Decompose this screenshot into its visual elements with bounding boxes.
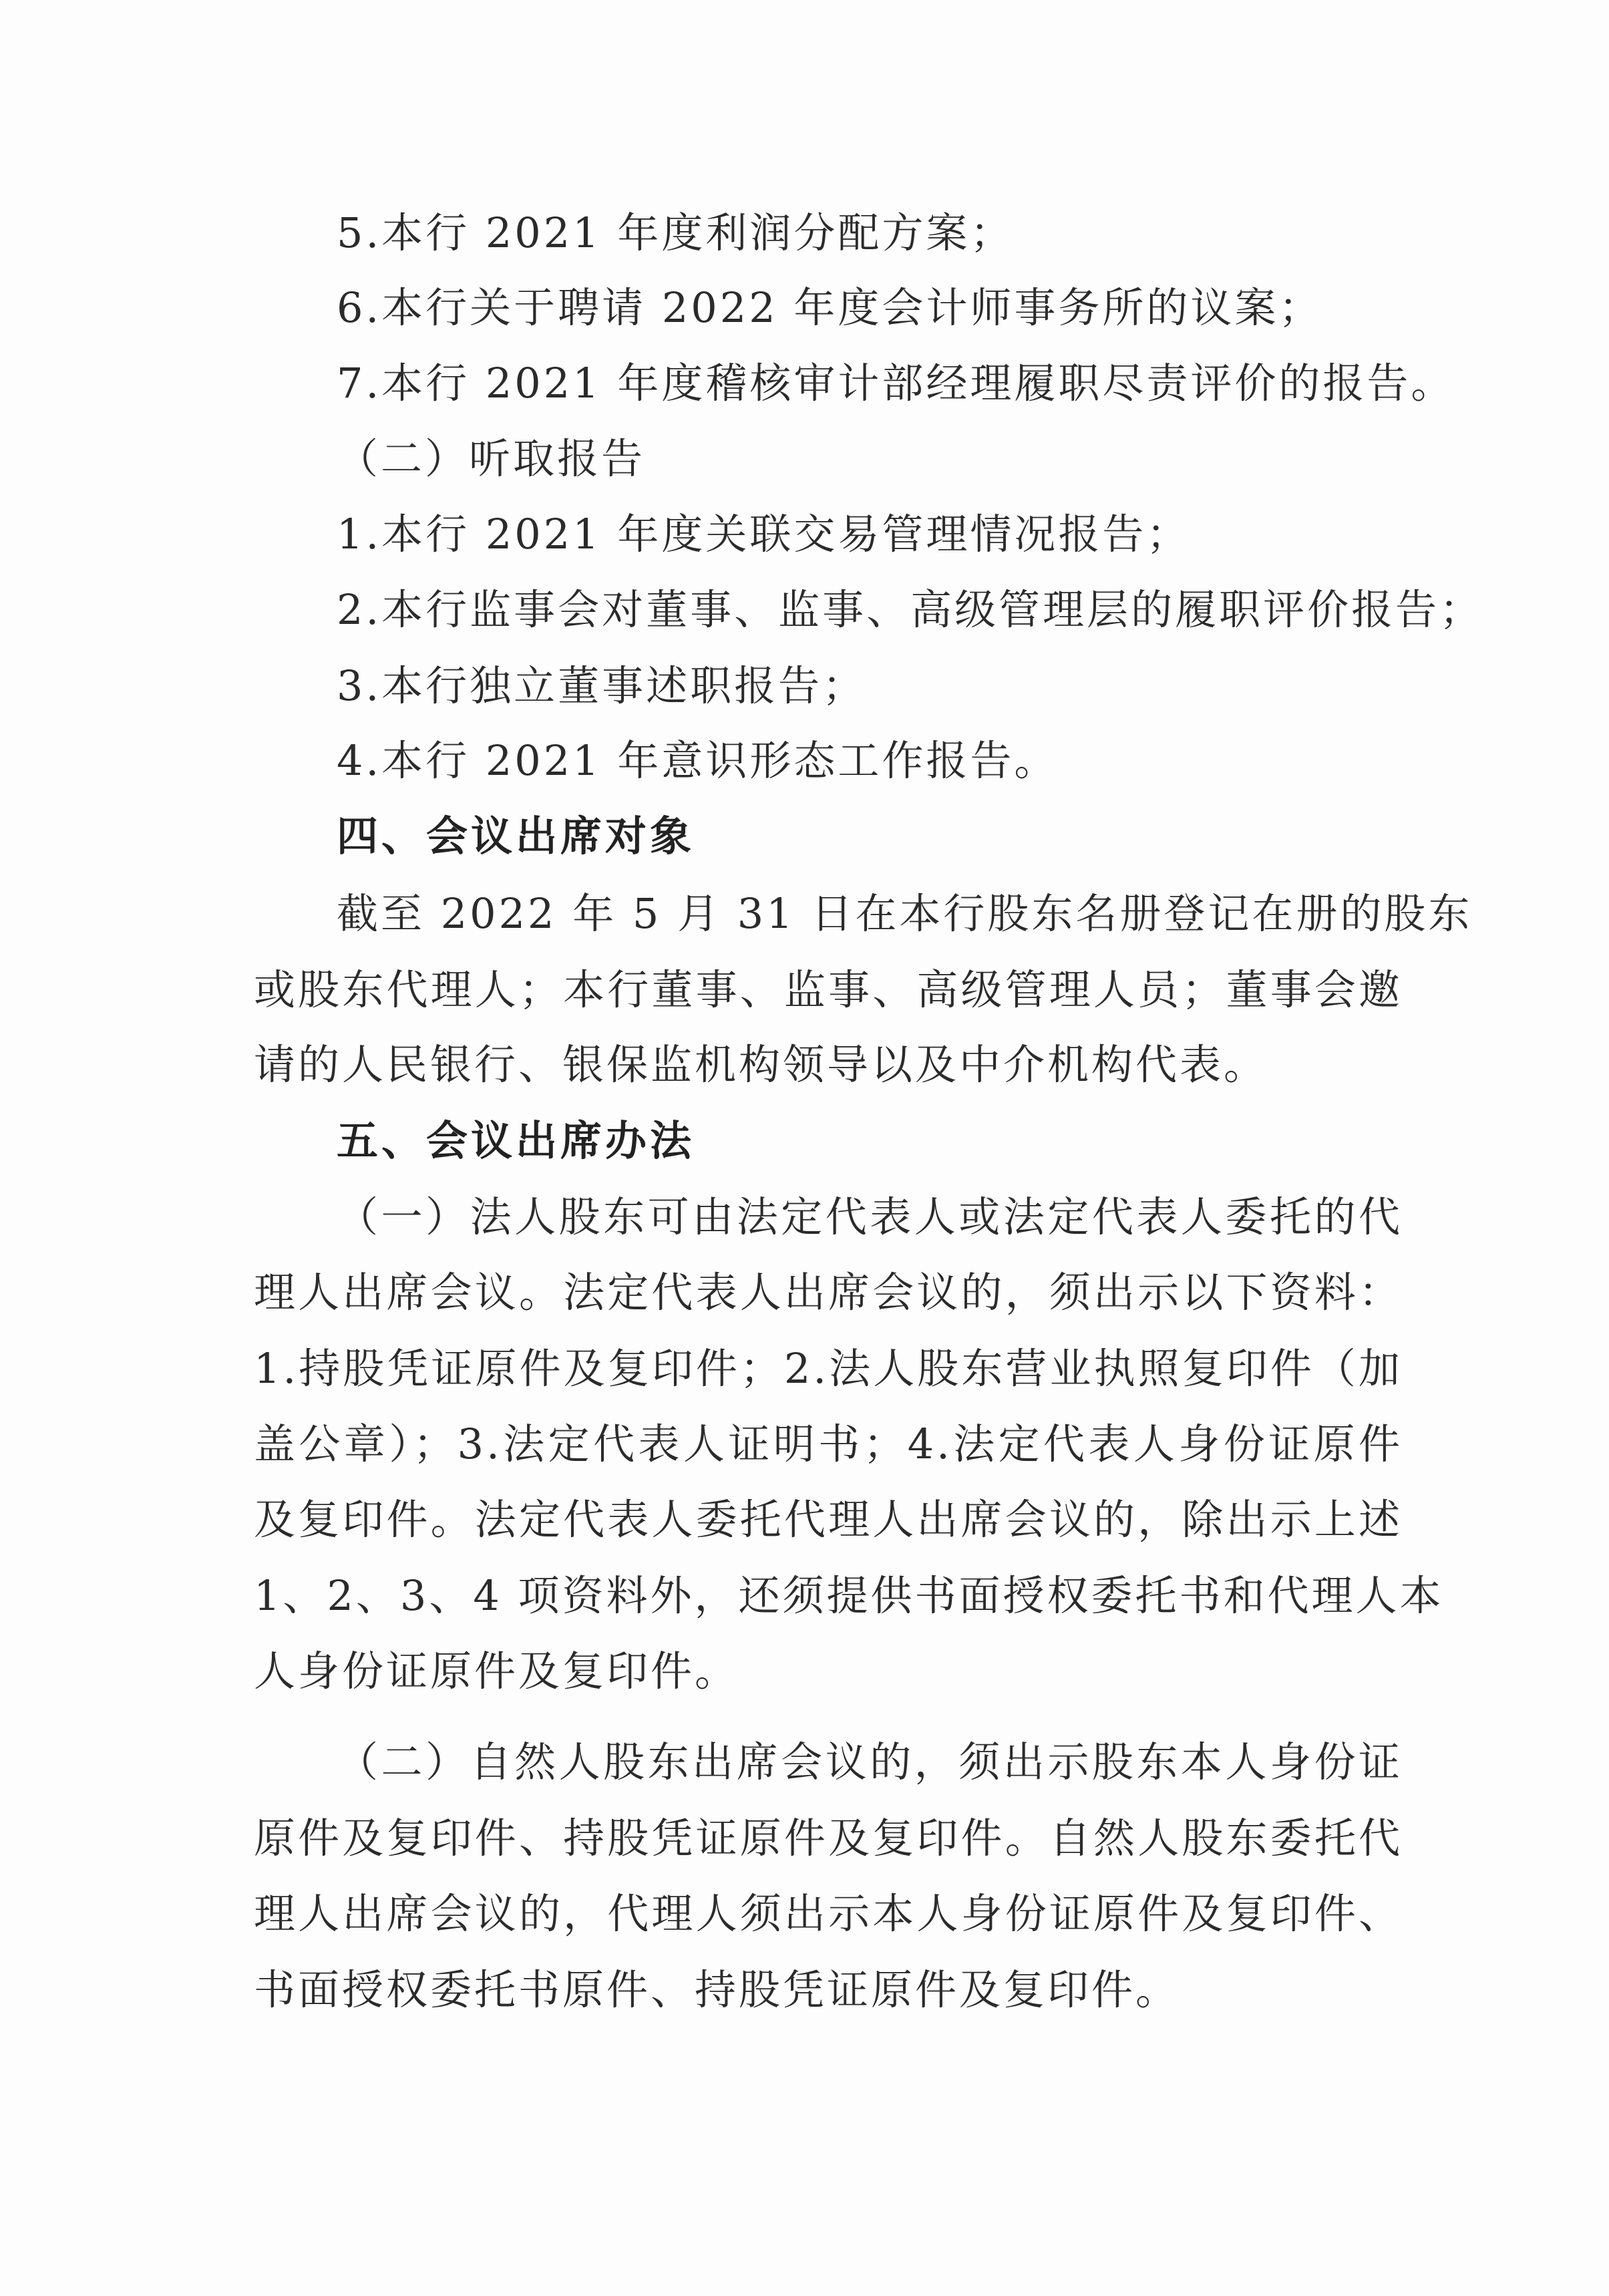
report-item-4: 4.本行 2021 年意识形态工作报告。 [337, 736, 1059, 785]
paragraph-line: 书面授权委托书原件、持股凭证原件及复印件。 [254, 1965, 1180, 2014]
paragraph-line: 及复印件。法定代表人委托代理人出席会议的，除出示上述 [254, 1495, 1403, 1544]
report-item-1: 1.本行 2021 年度关联交易管理情况报告； [337, 510, 1191, 558]
paragraph-line: （二）自然人股东出席会议的，须出示股东本人身份证 [337, 1738, 1403, 1786]
agenda-item-5: 5.本行 2021 年度利润分配方案； [337, 208, 1015, 257]
paragraph-line: 盖公章）；3.法定代表人证明书；4.法定代表人身份证原件 [254, 1420, 1403, 1468]
paragraph-line: 人身份证原件及复印件。 [254, 1647, 739, 1695]
paragraph-line: （一）法人股东可由法定代表人或法定代表人委托的代 [337, 1192, 1403, 1241]
paragraph-line: 1.持股凭证原件及复印件；2.法人股东营业执照复印件（加 [254, 1344, 1403, 1393]
agenda-item-6: 6.本行关于聘请 2022 年度会计师事务所的议案； [337, 283, 1323, 332]
paragraph-line: 理人出席会议的，代理人须出示本人身份证原件及复印件、 [254, 1889, 1403, 1938]
paragraph-line: 请的人民银行、银保监机构领导以及中介机构代表。 [254, 1040, 1268, 1089]
paragraph-line: 或股东代理人；本行董事、监事、高级管理人员；董事会邀 [254, 965, 1403, 1014]
paragraph-line: 1、2、3、4 项资料外，还须提供书面授权委托书和代理人本 [254, 1571, 1444, 1620]
paragraph-line: 原件及复印件、持股凭证原件及复印件。自然人股东委托代 [254, 1814, 1403, 1862]
section-heading-attendees: 四、会议出席对象 [337, 812, 695, 860]
paragraph-line: 理人出席会议。法定代表人出席会议的，须出示以下资料： [254, 1268, 1403, 1317]
paragraph-line: 截至 2022 年 5 月 31 日在本行股东名册登记在册的股东 [337, 889, 1473, 938]
section-heading-reports: （二）听取报告 [337, 434, 646, 483]
report-item-3: 3.本行独立董事述职报告； [337, 661, 867, 710]
agenda-item-7: 7.本行 2021 年度稽核审计部经理履职尽责评价的报告。 [337, 359, 1455, 407]
report-item-2: 2.本行监事会对董事、监事、高级管理层的履职评价报告； [337, 585, 1484, 634]
section-heading-attendance-method: 五、会议出席办法 [337, 1116, 695, 1165]
